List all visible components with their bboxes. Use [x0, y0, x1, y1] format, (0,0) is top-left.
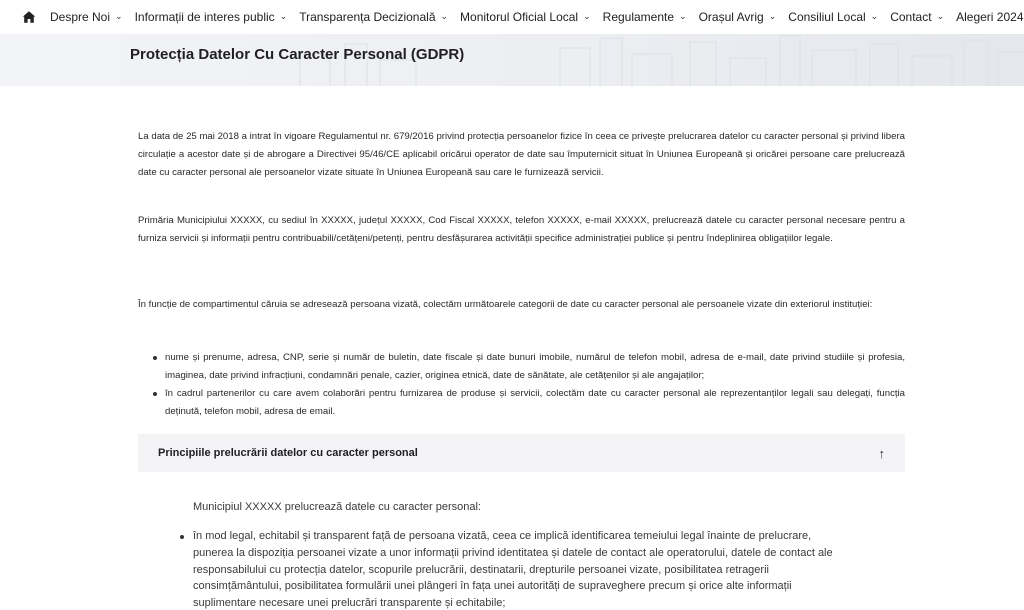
nav-item-despre-noi[interactable]: [50, 10, 123, 24]
nav-item-alegeri-2024[interactable]: [956, 10, 1023, 24]
nav-item-orasul-avrig[interactable]: [699, 10, 777, 24]
list-item: în cadrul partenerilor cu care avem colaborări pentru furnizarea de produse și servicii, colectăm date cu caracter personal ale reprezentanților legali sau delegați, funcția deținută, telefon mobil, adresa de email.: [138, 385, 905, 421]
chevron-down-icon: ⌄: [870, 10, 879, 21]
chevron-down-icon: ⌄: [679, 10, 687, 21]
chevron-down-icon: ⌄: [279, 10, 288, 21]
accordion-title: Principiile prelucrării datelor cu caracter personal: [158, 447, 418, 459]
nav-item-label: Transparența Decizională: [299, 10, 436, 24]
categories-paragraph: În funcție de compartimentul căruia se adresează persoana vizată, colectăm următoarele categorii de date cu caracter personal ale persoanele vizate din exteriorul instituției:: [138, 299, 873, 310]
list-item: nume și prenume, adresa, CNP, serie și număr de buletin, date fiscale și date bunuri imobile, numărul de telefon mobil, adresa de e-mail, date privind studiile și profesia, imaginea, date privind infracțiuni, condamnări penale, cazier, originea etnică, date de sănătate, ale cetățenilor și ale angajaților;: [138, 349, 905, 385]
nav-item-contact[interactable]: [890, 10, 944, 24]
nav-item-label: Alegeri 2024: [956, 10, 1024, 24]
accordion-header-principii[interactable]: [138, 434, 905, 472]
chevron-down-icon: ⌄: [115, 10, 123, 21]
nav-item-informatii[interactable]: [135, 10, 288, 24]
accordion-intro: Municipiul XXXXX prelucrează datele cu caracter personal:: [193, 501, 481, 513]
operator-paragraph: Primăria Municipiului XXXXX, cu sediul în XXXXX, județul XXXXX, Cod Fiscal XXXXX, telefon XXXXX, e-mail XXXXX, prelucrează datele cu caracter personal necesare pentru a furniza servicii și informații pentru contribuabili/cetățeni/petenți, pentru desfășurarea activității specifice administrației publice și pentru îndeplinirea obligațiilor legale.: [138, 215, 905, 244]
chevron-down-icon: ⌄: [440, 10, 449, 21]
chevron-down-icon: ⌄: [936, 10, 945, 21]
nav-item-label: Despre Noi: [50, 10, 111, 24]
nav-item-label: Monitorul Oficial Local: [460, 10, 579, 24]
arrow-up-icon[interactable]: ↑: [878, 445, 885, 461]
nav-item-consiliul-local[interactable]: [788, 10, 878, 24]
nav-item-transparenta[interactable]: [299, 10, 448, 24]
nav-item-label: Orașul Avrig: [698, 10, 764, 24]
nav-item-label: Regulamente: [602, 10, 675, 24]
nav-item-monitorul[interactable]: [460, 10, 591, 24]
nav-item-label: Contact: [890, 10, 932, 24]
data-categories-list: [138, 349, 905, 421]
chevron-down-icon: ⌄: [583, 10, 591, 21]
principles-list: [176, 528, 844, 610]
home-icon[interactable]: [22, 10, 36, 24]
main-nav: [0, 0, 1024, 34]
chevron-down-icon: ⌄: [768, 10, 777, 21]
intro-paragraph: La data de 25 mai 2018 a intrat în vigoare Regulamentul nr. 679/2016 privind protecția persoanelor fizice în ceea ce privește prelucrarea datelor cu caracter personal și privind libera circulație a acestor date și de abrogare a Directivei 95/46/CE aplicabil oricărui operator de date sau împuternicit situat în Uniunea Europeană și oricărei persoane care prelucrează date cu caracter personal ale persoanelor vizate situate în Uniunea Europeană sau care le furnizează servicii.: [138, 131, 905, 178]
nav-item-label: Consiliul Local: [788, 10, 866, 24]
nav-item-regulamente[interactable]: [603, 10, 687, 24]
list-item: în mod legal, echitabil și transparent față de persoana vizată, ceea ce implică identificarea temeiului legal înainte de prelucrare, punerea la dispoziția persoanei vizate a unor informații privind identitatea și datele de contact ale operatorului, datele de contact ale responsabilului cu protecția datelor, scopurile prelucrării, destinatarii, drepturile persoanei vizate, posibilitatea retragerii consimțământului, posibilitatea formulării unei plângeri în fața unei autorități de supraveghere precum și orice alte informații suplimentare necesare unei prelucrări transparente și echitabile;: [176, 528, 844, 610]
nav-item-label: Informații de interes public: [134, 10, 275, 24]
page-title: Protecția Datelor Cu Caracter Personal (GDPR): [130, 46, 465, 63]
